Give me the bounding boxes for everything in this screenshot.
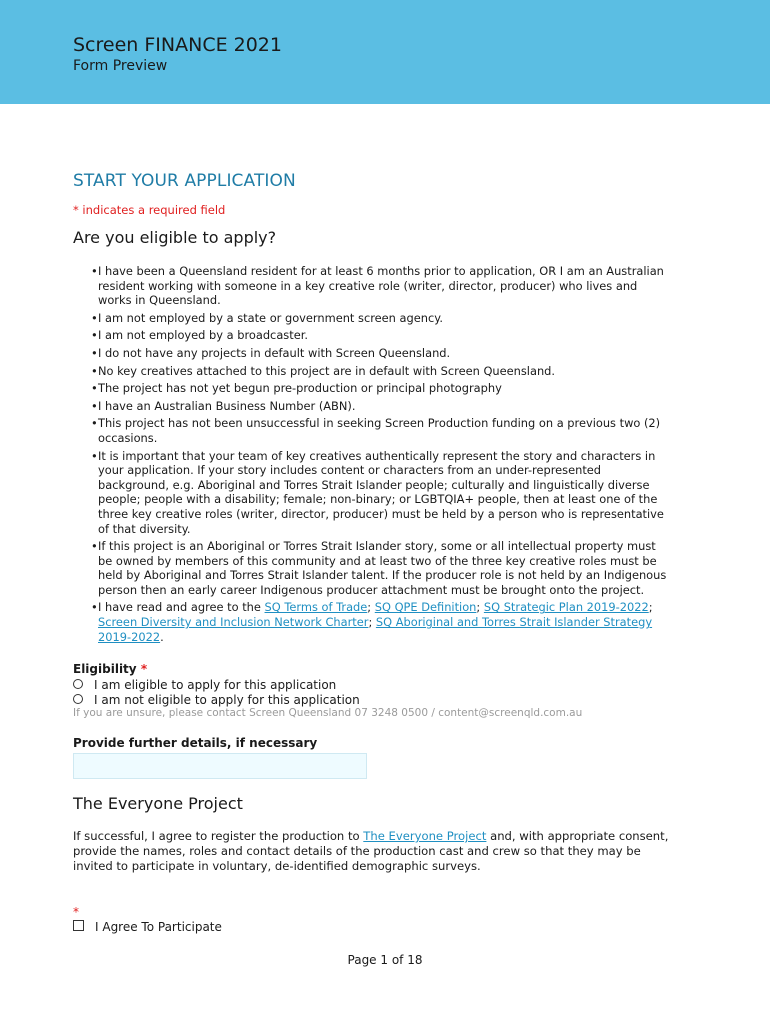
radio-circle-icon[interactable] — [73, 679, 83, 689]
radio-eligible[interactable]: I am eligible to apply for this application — [73, 678, 336, 692]
bullet-icon — [91, 311, 98, 326]
link-qpe-definition[interactable]: SQ QPE Definition — [374, 600, 477, 615]
list-item: • I have been a Queensland resident for at least 6 months prior to application, OR I am an Australian resident working with someone in a key creative role (writer, director, producer) who lives and works in Queensland. — [73, 264, 673, 308]
list-item: • No key creatives attached to this project are in default with Screen Queensland. — [73, 364, 673, 379]
radio-not-eligible[interactable]: I am not eligible to apply for this application — [73, 693, 360, 707]
list-item: • I am not employed by a broadcaster. — [73, 328, 673, 343]
list-item: • I have an Australian Business Number (ABN). — [73, 399, 673, 414]
section-title: START YOUR APPLICATION — [73, 171, 296, 191]
bullet-icon — [91, 416, 98, 431]
bullet-icon — [91, 381, 98, 396]
bullet-icon — [91, 600, 98, 615]
required-mark: * — [140, 662, 148, 676]
bullet-icon — [91, 328, 98, 343]
bullet-icon — [91, 449, 98, 464]
bullet-icon — [91, 364, 98, 379]
list-item: • This project has not been unsuccessful in seeking Screen Production funding on a previous two (2) occasions. — [73, 416, 673, 445]
list-item: • I am not employed by a state or government screen agency. — [73, 311, 673, 326]
list-item: • It is important that your team of key creatives authentically represent the story and characters in your application. If your story includes content or characters from an under-represented background, e.g. Aboriginal and Torres Strait Islander people; culturally and linguistically diverse people; people with a disability; female; non-binary; or LGBTQIA+ people, then at least one of the three key creative roles (writer, director, producer) must be held by a person who is representative of that diversity. — [73, 449, 673, 537]
form-subtitle: Form Preview — [73, 58, 168, 74]
details-input[interactable] — [73, 753, 367, 779]
eligibility-list — [73, 264, 673, 647]
eligibility-question: Are you eligible to apply? — [73, 228, 277, 247]
details-label: Provide further details, if necessary — [73, 736, 318, 750]
eligibility-label: Eligibility * — [73, 662, 148, 676]
required-mark: * — [73, 905, 79, 919]
link-strategic-plan[interactable]: SQ Strategic Plan 2019-2022 — [483, 600, 649, 615]
link-diversity-charter[interactable]: Screen Diversity and Inclusion Network Charter — [98, 615, 369, 630]
bullet-icon — [91, 264, 98, 279]
bullet-icon — [91, 346, 98, 361]
list-item: • The project has not yet begun pre-production or principal photography — [73, 381, 673, 396]
link-everyone-project[interactable]: The Everyone Project — [363, 829, 487, 843]
form-header — [0, 0, 770, 104]
everyone-project-paragraph: If successful, I agree to register the production to The Everyone Project and, with appropriate consent, provide the names, roles and contact details of the production cast and crew so that they may be invited to participate in voluntary, de-identified demographic surveys. — [73, 829, 669, 873]
eligibility-help-text: If you are unsure, please contact Screen Queensland 07 3248 0500 / content@screenqld.com.au — [73, 707, 583, 719]
form-title: Screen FINANCE 2021 — [73, 34, 282, 56]
required-field-note: * indicates a required field — [73, 203, 226, 217]
link-terms-of-trade[interactable]: SQ Terms of Trade — [264, 600, 368, 615]
list-item: • If this project is an Aboriginal or Torres Strait Islander story, some or all intellectual property must be owned by members of this community and at least two of the three key creative roles must be held by Aboriginal and Torres Strait Islander talent. If the producer role is not held by an Indigenous person then an early career Indigenous producer attachment must be brought onto the project. — [73, 539, 673, 597]
checkbox-icon[interactable] — [73, 920, 84, 931]
bullet-icon — [91, 539, 98, 554]
page-number: Page 1 of 18 — [347, 953, 423, 967]
radio-circle-icon[interactable] — [73, 694, 83, 704]
bullet-icon — [91, 399, 98, 414]
list-item-agreements: • I have read and agree to the SQ Terms of Trade; SQ QPE Definition; SQ Strategic Plan 2019-2022; Screen Diversity and Inclusion Network Charter; SQ Aboriginal and Torres Strait Islander Strategy 2019-2022. — [73, 600, 673, 644]
agree-participate-checkbox[interactable]: I Agree To Participate — [73, 920, 222, 934]
list-item: • I do not have any projects in default with Screen Queensland. — [73, 346, 673, 361]
everyone-project-heading: The Everyone Project — [73, 794, 243, 813]
link-indigenous-strategy[interactable]: SQ Aboriginal and Torres Strait Islander Strategy 2019-2022 — [98, 615, 653, 644]
